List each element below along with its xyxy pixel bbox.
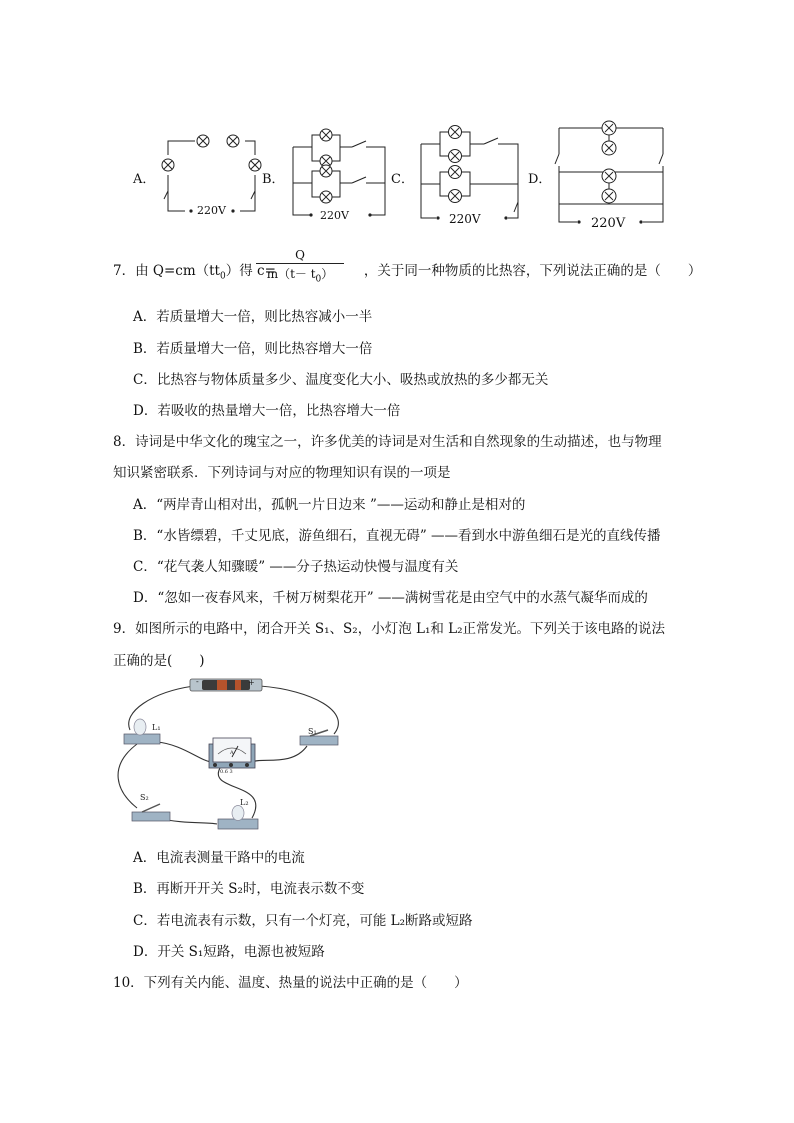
q7-option-d[interactable]: D．若吸收的热量增大一倍，比热容增大一倍 <box>133 403 401 419</box>
battery-minus-label: - <box>196 677 199 686</box>
q8-option-a[interactable]: A．“两岸青山相对出，孤帆一片日边来 ”——运动和静止是相对的 <box>133 497 526 513</box>
q10-stem: 10．下列有关内能、温度、热量的说法中正确的是（ ） <box>113 975 468 991</box>
battery-plus-label: + <box>248 678 255 687</box>
q6-option-a-letter: A． <box>133 172 156 187</box>
q6-option-b-letter: B． <box>262 172 285 187</box>
l1-label: L₁ <box>152 723 161 732</box>
q7-stem-prefix: 7．由 Q=cm（tt <box>113 263 220 279</box>
l2-label: L₂ <box>240 798 249 807</box>
q9-stem-line2: 正确的是( ) <box>113 653 205 669</box>
q6-d-voltage: 220V <box>591 216 626 231</box>
q7-frac-den-text: m（t－ t <box>266 267 316 281</box>
s2-label: S₂ <box>140 793 149 802</box>
q9-option-c[interactable]: C．若电流表有示数，只有一个灯亮，可能 L₂断路或短路 <box>133 913 473 929</box>
q7-frac-den-sub: 0 <box>315 274 322 285</box>
q7-fraction <box>256 248 344 284</box>
q8-stem-line1: 8．诗词是中华文化的瑰宝之一，许多优美的诗词是对生活和自然现象的生动描述，也与物理 <box>113 434 662 450</box>
q7-fraction-denominator <box>256 263 344 284</box>
ammeter-a-label: A <box>230 750 234 756</box>
q7-stem <box>113 262 701 286</box>
q6-option-d-letter: D． <box>528 172 552 187</box>
q8-option-d[interactable]: D．“忽如一夜春风来，千树万树梨花开” ——满树雪花是由空气中的水蒸气凝华而成的 <box>133 590 648 606</box>
q7-option-c[interactable]: C．比热容与物体质量多少、温度变化大小、吸热或放热的多少都无关 <box>133 372 549 388</box>
q8-stem-line2: 知识紧密联系．下列诗词与对应的物理知识有误的一项是 <box>113 465 451 481</box>
q9-circuit-figure <box>112 672 352 837</box>
q7-option-b[interactable]: B．若质量增大一倍，则比热容增大一倍 <box>133 341 373 357</box>
q6-b-voltage: 220V <box>320 209 349 222</box>
q7-stem-mid: ）得 c= <box>225 263 276 279</box>
q7-stem-suffix: ，关于同一种物质的比热容，下列说法正确的是（ ） <box>363 263 702 279</box>
q6-a-voltage: 220V <box>197 204 226 217</box>
q7-frac-den-end: ） <box>321 267 334 281</box>
q6-option-c-letter: C． <box>391 172 414 187</box>
q9-option-b[interactable]: B．再断开开关 S₂时，电流表示数不变 <box>133 881 365 897</box>
q8-option-c[interactable]: C．“花气袭人知骤暖” ——分子热运动快慢与温度有关 <box>133 559 459 575</box>
q8-option-b[interactable]: B．“水皆缥碧，千丈见底，游鱼细石，直视无碍” ——看到水中游鱼细石是光的直线传播 <box>133 528 661 544</box>
switch-s2-icon <box>132 804 170 821</box>
q6-c-voltage: 220V <box>449 212 481 226</box>
q7-stem-sub: 0 <box>219 271 226 282</box>
q9-option-d[interactable]: D．开关 S₁短路，电源也被短路 <box>133 944 325 960</box>
ammeter-scale-label: 0.6 3 <box>220 769 233 775</box>
s1-label: S₁ <box>308 727 317 736</box>
q7-option-a[interactable]: A．若质量增大一倍，则比热容减小一半 <box>133 309 373 325</box>
q9-stem-line1: 9．如图所示的电路中，闭合开关 S₁、S₂，小灯泡 L₁和 L₂正常发光。下列关于该电路的说法 <box>113 621 666 637</box>
switch-s1-icon <box>300 730 338 745</box>
q7-fraction-numerator: Q <box>295 248 305 262</box>
q9-option-a[interactable]: A．电流表测量干路中的电流 <box>133 850 305 866</box>
